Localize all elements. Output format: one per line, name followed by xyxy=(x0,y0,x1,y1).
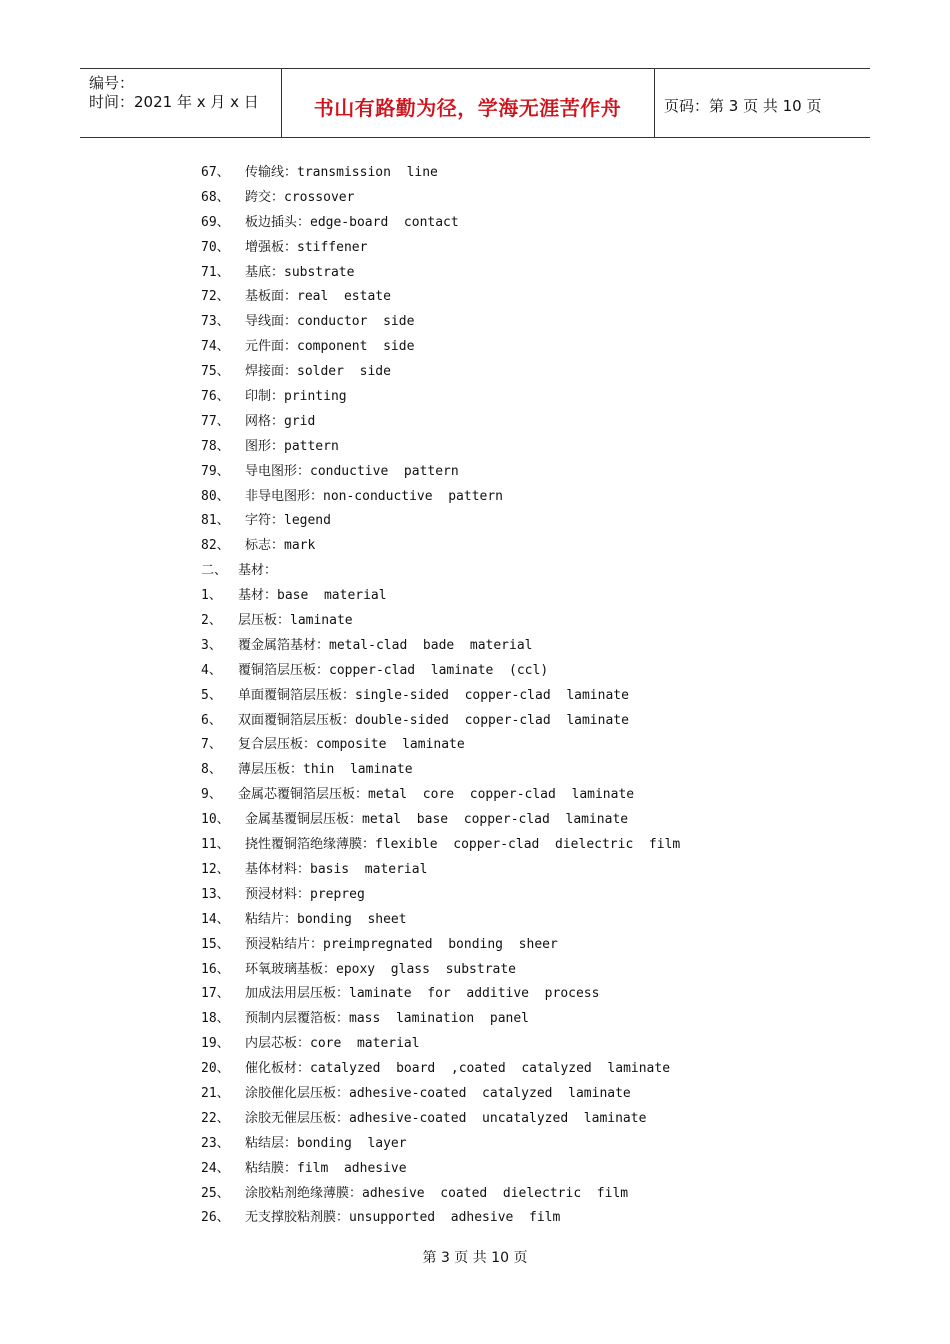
item-number: 26、 xyxy=(201,1210,230,1226)
item-number: 16、 xyxy=(201,961,230,977)
item-term: 预浸粘结片：preimpregnated bonding sheer xyxy=(245,936,558,952)
list-item xyxy=(201,485,680,510)
item-term: 基体材料：basis material xyxy=(245,861,428,877)
list-item xyxy=(201,1082,680,1107)
list-item xyxy=(201,310,680,335)
list-item xyxy=(201,460,680,485)
list-item xyxy=(201,186,680,211)
list-item xyxy=(201,335,680,360)
item-term: 导线面：conductor side xyxy=(245,314,415,330)
footer-page-number: 第 3 页 共 10 页 xyxy=(422,1250,528,1266)
item-term: 催化板材：catalyzed board ,coated catalyzed laminate xyxy=(245,1061,671,1077)
item-term: 传输线：transmission line xyxy=(245,165,438,180)
item-term: 金属基覆铜层压板：metal base copper-clad laminate xyxy=(245,812,629,828)
item-number: 15、 xyxy=(201,936,230,952)
header-page-cell xyxy=(655,69,870,137)
list-item xyxy=(201,1157,680,1182)
item-term: 字符：legend xyxy=(245,513,331,529)
item-number: 72、 xyxy=(201,289,230,305)
glossary-list xyxy=(201,161,680,1231)
document-code-label: 编号： xyxy=(89,74,135,92)
page-footer xyxy=(0,1247,950,1267)
item-number: 9、 xyxy=(201,787,222,803)
item-term: 预浸材料：prepreg xyxy=(245,886,365,902)
item-number: 5、 xyxy=(201,687,222,703)
item-number: 22、 xyxy=(201,1110,230,1126)
item-term: 内层芯板：core material xyxy=(245,1036,420,1052)
item-number: 81、 xyxy=(201,513,230,529)
item-term: 环氧玻璃基板：epoxy glass substrate xyxy=(245,961,517,977)
item-term: 涂胶无催层压板：adhesive-coated uncatalyzed laminate xyxy=(245,1110,647,1126)
header-motto-cell xyxy=(281,69,655,137)
item-term: 板边插头：edge-board contact xyxy=(245,214,459,230)
item-number: 77、 xyxy=(201,413,230,429)
list-item xyxy=(201,684,680,709)
item-term: 跨交：crossover xyxy=(245,189,355,205)
item-number: 2、 xyxy=(201,613,222,629)
list-item xyxy=(201,559,680,584)
list-item xyxy=(201,1182,680,1207)
item-number: 11、 xyxy=(201,837,230,853)
list-item xyxy=(201,908,680,933)
list-item xyxy=(201,161,680,186)
list-item xyxy=(201,958,680,983)
list-item xyxy=(201,659,680,684)
item-number: 67、 xyxy=(201,165,230,180)
item-number: 71、 xyxy=(201,264,230,280)
item-number: 12、 xyxy=(201,861,230,877)
item-number: 20、 xyxy=(201,1061,230,1077)
item-number: 75、 xyxy=(201,364,230,380)
page-header xyxy=(80,68,870,138)
item-term: 金属芯覆铜箔层压板：metal core copper-clad laminate xyxy=(238,787,635,803)
item-term: 层压板：laminate xyxy=(238,613,353,629)
list-item xyxy=(201,982,680,1007)
item-term: 图形：pattern xyxy=(245,438,339,454)
list-item xyxy=(201,808,680,833)
item-number: 1、 xyxy=(201,588,222,604)
item-number: 6、 xyxy=(201,712,222,728)
document-date: 时间：2021 年 x 月 x 日 xyxy=(89,93,259,111)
list-item xyxy=(201,883,680,908)
item-term: 复合层压板：composite laminate xyxy=(238,737,465,753)
item-number: 二、 xyxy=(201,563,228,579)
item-term: 元件面：component side xyxy=(245,339,415,355)
item-number: 4、 xyxy=(201,662,222,678)
item-number: 19、 xyxy=(201,1036,230,1052)
list-item xyxy=(201,435,680,460)
item-term: 基材：base material xyxy=(238,588,387,604)
item-term: 涂胶催化层压板：adhesive-coated catalyzed laminate xyxy=(245,1085,631,1101)
list-item xyxy=(201,609,680,634)
list-item xyxy=(201,410,680,435)
header-motto: 书山有路勤为径，学海无涯苦作舟 xyxy=(313,96,622,120)
list-item xyxy=(201,1007,680,1032)
item-number: 7、 xyxy=(201,737,222,753)
item-number: 78、 xyxy=(201,438,230,454)
item-term: 标志：mark xyxy=(245,538,316,554)
item-term: 焊接面：solder side xyxy=(245,364,391,380)
item-term: 粘结层：bonding layer xyxy=(245,1135,407,1151)
item-number: 69、 xyxy=(201,214,230,230)
list-item xyxy=(201,1032,680,1057)
item-term: 基材： xyxy=(238,563,278,579)
item-number: 73、 xyxy=(201,314,230,330)
item-number: 13、 xyxy=(201,886,230,902)
item-term: 基板面：real estate xyxy=(245,289,391,305)
item-number: 23、 xyxy=(201,1135,230,1151)
item-number: 74、 xyxy=(201,339,230,355)
item-number: 79、 xyxy=(201,463,230,479)
item-term: 双面覆铜箔层压板：double-sided copper-clad laminate xyxy=(238,712,629,728)
item-term: 导电图形：conductive pattern xyxy=(245,463,459,479)
item-number: 76、 xyxy=(201,389,230,405)
header-info-cell xyxy=(80,69,282,137)
list-item xyxy=(201,261,680,286)
item-number: 17、 xyxy=(201,986,230,1002)
list-item xyxy=(201,1107,680,1132)
list-item xyxy=(201,758,680,783)
item-term: 粘结膜：film adhesive xyxy=(245,1160,407,1176)
list-item xyxy=(201,733,680,758)
list-item xyxy=(201,385,680,410)
list-item xyxy=(201,1206,680,1231)
item-term: 粘结片：bonding sheet xyxy=(245,911,407,927)
list-item xyxy=(201,211,680,236)
item-number: 14、 xyxy=(201,911,230,927)
item-number: 70、 xyxy=(201,239,230,255)
list-item xyxy=(201,858,680,883)
item-number: 82、 xyxy=(201,538,230,554)
item-number: 8、 xyxy=(201,762,222,778)
item-term: 预制内层覆箔板：mass lamination panel xyxy=(245,1011,530,1027)
item-term: 基底：substrate xyxy=(245,264,355,280)
item-term: 印制：printing xyxy=(245,389,347,405)
item-number: 18、 xyxy=(201,1011,230,1027)
item-term: 网格：grid xyxy=(245,413,316,429)
item-number: 25、 xyxy=(201,1185,230,1201)
list-item xyxy=(201,1057,680,1082)
item-number: 24、 xyxy=(201,1160,230,1176)
list-item xyxy=(201,285,680,310)
item-term: 挠性覆铜箔绝缘薄膜：flexible copper-clad dielectric film xyxy=(245,837,681,853)
item-term: 薄层压板：thin laminate xyxy=(238,762,413,778)
list-item xyxy=(201,634,680,659)
list-item xyxy=(201,933,680,958)
item-term: 覆金属箔基材：metal-clad bade material xyxy=(238,637,533,653)
item-number: 3、 xyxy=(201,637,222,653)
item-number: 21、 xyxy=(201,1085,230,1101)
item-number: 80、 xyxy=(201,488,230,504)
item-term: 单面覆铜箔层压板：single-sided copper-clad laminate xyxy=(238,687,629,703)
item-term: 覆铜箔层压板：copper-clad laminate (ccl) xyxy=(238,662,549,678)
item-term: 无支撑胶粘剂膜：unsupported adhesive film xyxy=(245,1210,561,1226)
list-item xyxy=(201,534,680,559)
list-item xyxy=(201,1132,680,1157)
item-number: 10、 xyxy=(201,812,230,828)
list-item xyxy=(201,509,680,534)
list-item xyxy=(201,236,680,261)
item-term: 涂胶粘剂绝缘薄膜：adhesive coated dielectric film xyxy=(245,1185,629,1201)
item-term: 非导电图形：non-conductive pattern xyxy=(245,488,504,504)
item-number: 68、 xyxy=(201,189,230,205)
list-item xyxy=(201,833,680,858)
list-item xyxy=(201,584,680,609)
list-item xyxy=(201,360,680,385)
list-item xyxy=(201,709,680,734)
item-term: 加成法用层压板：laminate for additive process xyxy=(245,986,600,1002)
header-page-number: 页码：第 3 页 共 10 页 xyxy=(664,97,822,115)
list-item xyxy=(201,783,680,808)
item-term: 增强板：stiffener xyxy=(245,239,368,255)
